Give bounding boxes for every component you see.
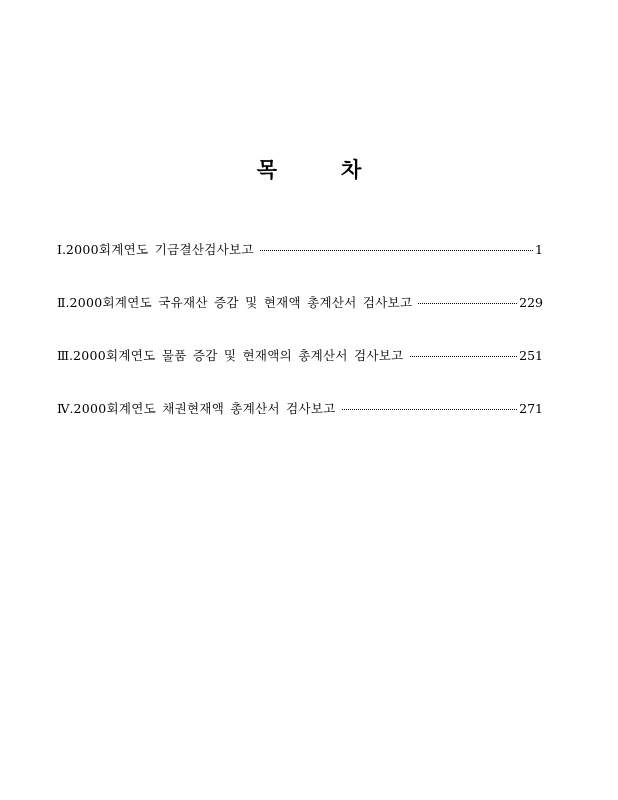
page-title (0, 154, 618, 184)
toc-dot-leader (410, 356, 518, 357)
toc-dot-leader (260, 250, 533, 251)
toc-entry-title: 2000회계연도 물품 증감 및 현재액의 총계산서 검사보고 (73, 348, 404, 363)
toc-entry-number: Ⅱ. (57, 295, 70, 310)
toc-entry-title: 2000회계연도 채권현재액 총계산서 검사보고 (73, 401, 336, 416)
toc-entry-3[interactable] (57, 346, 543, 368)
toc-entry-2[interactable] (57, 293, 543, 315)
toc-entry-1[interactable] (57, 240, 543, 262)
toc-dot-leader (418, 303, 517, 304)
page-title-char-2: 차 (341, 157, 362, 182)
table-of-contents (57, 240, 543, 452)
toc-entry-page: 251 (519, 348, 543, 363)
toc-entry-title: 2000회계연도 기금결산검사보고 (65, 242, 254, 257)
toc-entry-4[interactable] (57, 399, 543, 421)
toc-dot-leader (342, 409, 517, 410)
toc-entry-number: Ⅰ. (57, 242, 66, 257)
page-title-char-1: 목 (256, 157, 277, 182)
toc-entry-number: Ⅲ. (57, 348, 74, 363)
toc-entry-title: 2000회계연도 국유재산 증감 및 현재액 총계산서 검사보고 (69, 295, 413, 310)
toc-entry-page: 1 (535, 242, 543, 257)
toc-entry-number: Ⅳ. (57, 401, 74, 416)
toc-entry-page: 271 (519, 401, 543, 416)
toc-entry-page: 229 (519, 295, 543, 310)
